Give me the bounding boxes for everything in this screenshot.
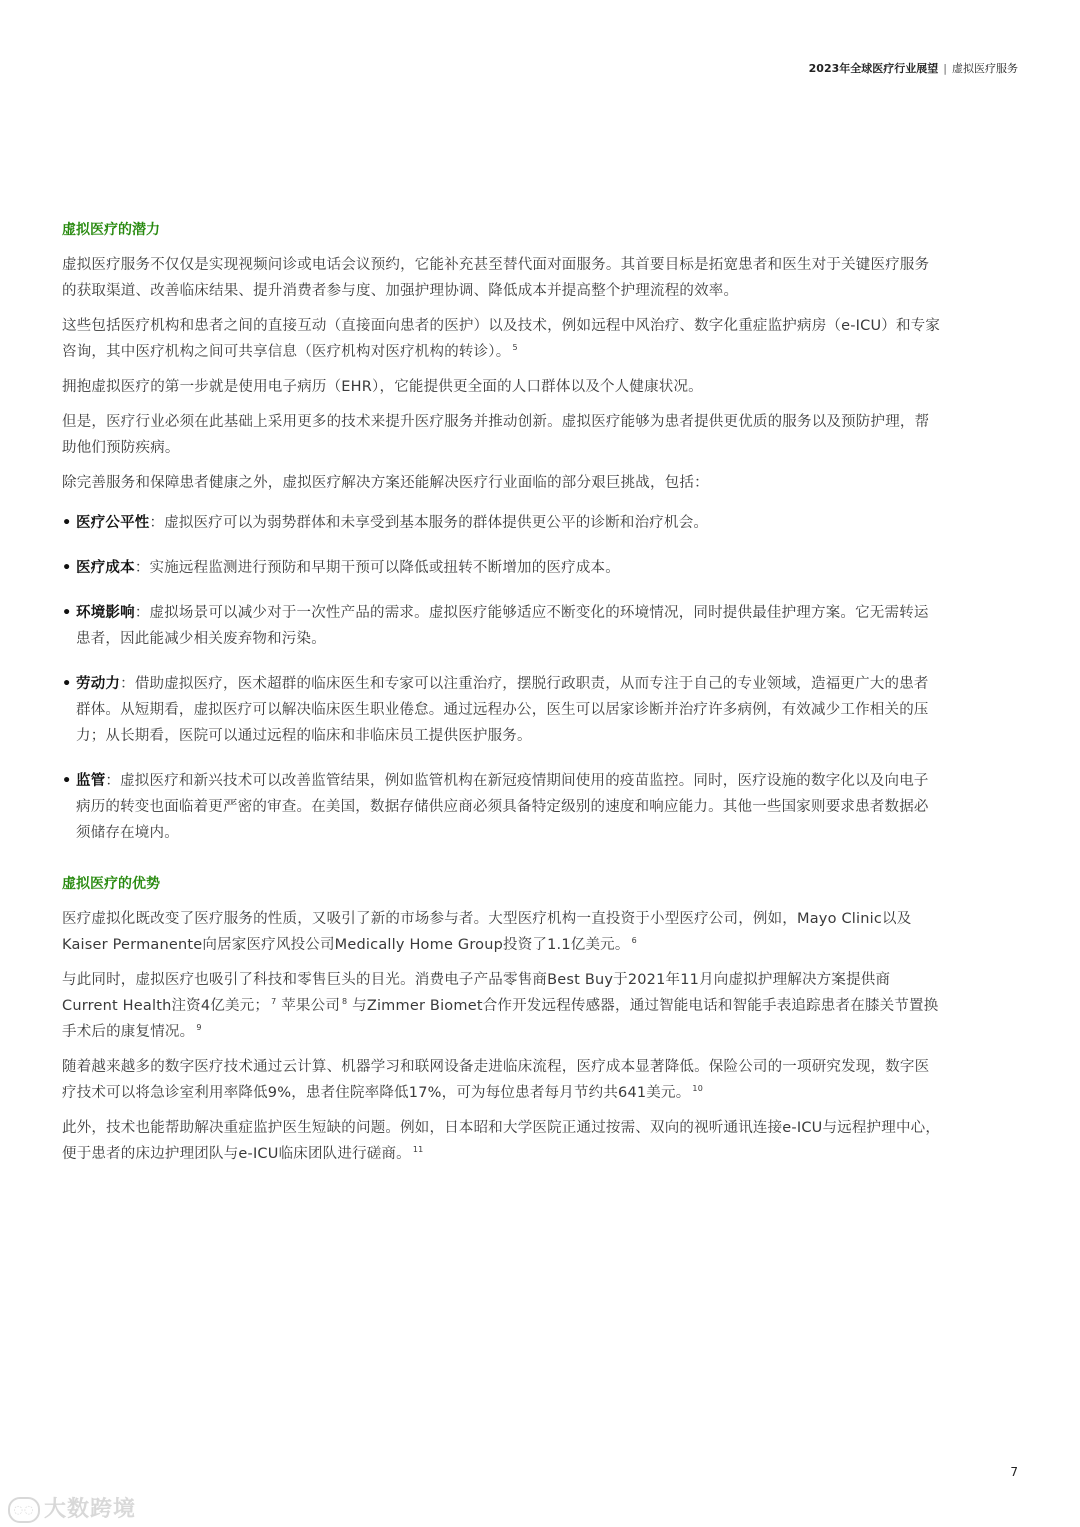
paragraph-text: 此外，技术也能帮助解决重症监护医生短缺的问题。例如，日本昭和大学医院正通过按需、双向的视听通讯连接e-ICU与远程护理中心，便于患者的床边护理团队与e-ICU临床团队进行磋商。: [62, 1120, 941, 1162]
watermark-text: 大数跨境: [44, 1497, 137, 1522]
list-item-colon: ：: [105, 773, 121, 789]
section-name: 虚拟医疗服务: [952, 62, 1018, 75]
paragraph-text: 苹果公司: [276, 998, 341, 1014]
list-item-term: 环境影响: [76, 605, 135, 621]
bullet-icon: •: [62, 773, 72, 789]
list-item-text: 虚拟医疗和新兴技术可以改善监管结果，例如监管机构在新冠疫情期间使用的疫苗监控。同时，医疗设施的数字化以及向电子病历的转变也面临着更严密的审查。在美国，数据存储供应商必须具备特定级别的速度和响应能力。其他一些国家则要求患者数据必须储存在境内。: [76, 773, 929, 841]
list-item: [62, 671, 942, 749]
paragraph-text: 但是，医疗行业必须在此基础上采用更多的技术来提升医疗服务并推动创新。虚拟医疗能够为患者提供更优质的服务以及预防护理，帮助他们预防疾病。: [62, 414, 930, 456]
list-item-text: 借助虚拟医疗，医术超群的临床医生和专家可以注重治疗，摆脱行政职责，从而专注于自己的专业领域，造福更广大的患者群体。从短期看，虚拟医疗可以解决临床医生职业倦怠。通过远程办公，医生可以居家诊断并治疗许多病例，有效减少工作相关的压力；从长期看，医院可以通过远程的临床和非临床员工提供医护服务。: [76, 676, 929, 744]
paragraph: [62, 906, 942, 958]
watermark: [8, 1492, 136, 1523]
paragraph: [62, 967, 942, 1045]
list-item-term: 劳动力: [76, 676, 121, 692]
paragraph-text: 随着越来越多的数字医疗技术通过云计算、机器学习和联网设备走进临床流程，医疗成本显著降低。保险公司的一项研究发现，数字医疗技术可以将急诊室利用率降低9%，患者住院率降低17%，可为每位患者每月节约共641美元。: [62, 1059, 930, 1101]
paragraph: [62, 1115, 942, 1167]
section-heading-advantages: 虚拟医疗的优势: [62, 876, 160, 892]
list-item-colon: ：: [134, 605, 150, 621]
list-item-colon: ：: [134, 560, 150, 576]
paragraph: [62, 470, 942, 496]
list-item-colon: ：: [120, 676, 135, 692]
bullet-icon: •: [62, 515, 72, 531]
footnote-ref[interactable]: 7: [271, 997, 277, 1007]
list-item: [62, 768, 942, 846]
footnote-ref[interactable]: 11: [412, 1145, 424, 1155]
bullet-icon: •: [62, 676, 72, 692]
paragraph: [62, 374, 942, 400]
list-item: [62, 510, 942, 536]
challenge-list: [62, 510, 942, 846]
list-item-text: 虚拟场景可以减少对于一次性产品的需求。虚拟医疗能够适应不断变化的环境情况，同时提供最佳护理方案。它无需转运患者，因此能减少相关废弃物和污染。: [76, 605, 929, 647]
list-item: [62, 600, 942, 652]
paragraph-text: 与Zimmer Biomet合作开发远程传感器，通过智能电话和智能手表追踪患者在膝关节置换手术后的康复情况。: [62, 998, 939, 1040]
list-item-text: 实施远程监测进行预防和早期干预可以降低或扭转不断增加的医疗成本。: [149, 560, 620, 576]
running-header: [809, 60, 1018, 76]
paragraph: [62, 252, 942, 304]
footnote-ref[interactable]: 10: [692, 1084, 703, 1094]
paragraph: [62, 409, 942, 461]
footnote-ref[interactable]: 6: [631, 936, 637, 946]
header-separator: |: [943, 62, 947, 75]
list-item-term: 监管: [76, 773, 106, 789]
bullet-icon: •: [62, 560, 72, 576]
paragraph-text: 虚拟医疗服务不仅仅是实现视频问诊或电话会议预约，它能补充甚至替代面对面服务。其首要目标是拓宽患者和医生对于关键医疗服务的获取渠道、改善临床结果、提升消费者参与度、加强护理协调、降低成本并提高整个护理流程的效率。: [62, 257, 930, 299]
list-item-text: 虚拟医疗可以为弱势群体和未享受到基本服务的群体提供更公平的诊断和治疗机会。: [164, 515, 709, 531]
footnote-ref[interactable]: 9: [196, 1023, 202, 1033]
section-heading-potential: 虚拟医疗的潜力: [62, 222, 160, 238]
paragraph-text: 与此同时，虚拟医疗也吸引了科技和零售巨头的目光。消费电子产品零售商Best Buy于2021年11月向虚拟护理解决方案提供商Current Health注资4亿美元；: [62, 972, 891, 1014]
list-item: [62, 555, 942, 581]
watermark-logo-icon: ◌◌: [8, 1497, 40, 1523]
paragraph-text: 医疗虚拟化既改变了医疗服务的性质，又吸引了新的市场参与者。大型医疗机构一直投资于小型医疗公司，例如，Mayo Clinic以及Kaiser Permanente向居家医疗风投公司Medically Home Group投资了1.1亿美元。: [62, 911, 912, 953]
list-item-term: 医疗成本: [76, 560, 135, 576]
paragraph-text: 拥抱虚拟医疗的第一步就是使用电子病历（EHR），它能提供更全面的人口群体以及个人健康状况。: [62, 379, 703, 395]
footnote-ref[interactable]: 5: [512, 343, 518, 353]
list-item-colon: ：: [149, 515, 165, 531]
footnote-ref[interactable]: 8: [342, 997, 348, 1007]
report-title: 2023年全球医疗行业展望: [808, 62, 939, 75]
paragraph: [62, 313, 942, 365]
paragraph-text: 除完善服务和保障患者健康之外，虚拟医疗解决方案还能解决医疗行业面临的部分艰巨挑战，包括：: [62, 475, 709, 491]
bullet-icon: •: [62, 605, 72, 621]
main-content: [62, 220, 942, 1176]
paragraph: [62, 1054, 942, 1106]
list-item-term: 医疗公平性: [76, 515, 150, 531]
paragraph-text: 这些包括医疗机构和患者之间的直接互动（直接面向患者的医护）以及技术，例如远程中风治疗、数字化重症监护病房（e-ICU）和专家咨询，其中医疗机构之间可共享信息（医疗机构对医疗机构的转诊）。: [62, 318, 941, 360]
page-number: 7: [1010, 1465, 1018, 1479]
